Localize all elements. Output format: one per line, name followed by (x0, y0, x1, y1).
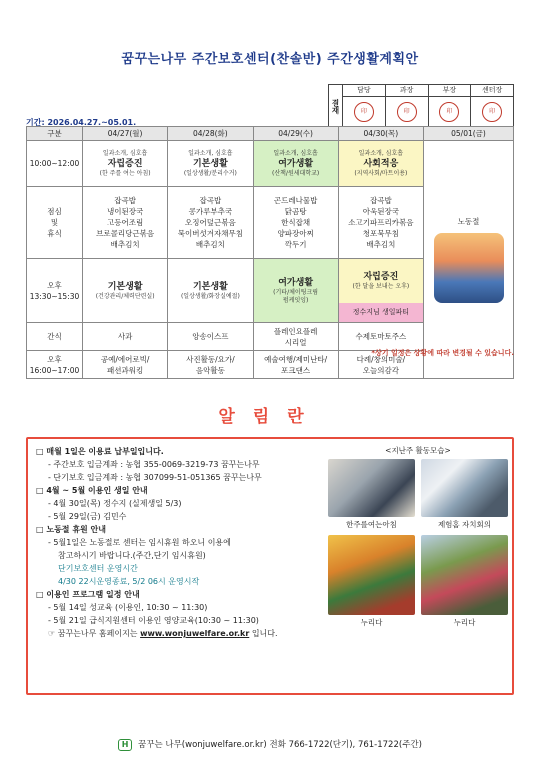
notice-heading: □ 매월 1일은 이용료 납부일입니다. (36, 447, 164, 456)
row-label: 간식 (27, 323, 83, 351)
approval-role: 부장 (429, 85, 471, 97)
notice-heading: □ 4월 ~ 5월 이용인 생일 안내 (36, 486, 148, 495)
cell-note: 일과소개, 심호흡 (102, 149, 148, 157)
schedule-cell (338, 141, 423, 187)
footer-text: 꿈꾸는 나무(wonjuwelfare.or.kr) 전화 766-1722(단기), 761-1722(주간) (138, 740, 422, 750)
notice-heading: □ 이용인 프로그램 일정 안내 (36, 590, 140, 599)
approval-label: 결재 (329, 85, 343, 127)
snack-cell: 앙송이스프 (168, 323, 253, 351)
cell-sub: (한 달을 보내는 오후) (352, 283, 410, 290)
photo-caption: 누리다 (360, 618, 383, 627)
cell-sub: (건강관리/체력단련실) (95, 292, 155, 300)
seal-icon: 印 (439, 102, 459, 122)
snack-cell: 사과 (83, 323, 168, 351)
photo-caption: 한주를여는아침 (346, 520, 397, 529)
holiday-label: 노동절 (457, 217, 480, 226)
photo-caption: 누리다 (453, 618, 476, 627)
activity-cell: 예술여행/제미난타/ 포크댄스 (253, 351, 338, 379)
notice-item: - 5월1일은 노동절로 센터는 임시휴원 하오니 이용에 (48, 538, 231, 547)
page-title: 꿈꾸는나무 주간보호센터(찬솔반) 주간생활계획안 (121, 52, 419, 67)
homepage-link[interactable]: www.wonjuwelfare.or.kr (140, 629, 250, 638)
notice-item: - 5월 29일(금) 김민수 (48, 512, 127, 521)
notice-item: - 5월 14일 성교육 (이용인, 10:30 ~ 11:30) (48, 603, 208, 612)
seal-icon: 印 (354, 102, 374, 122)
snack-cell: 수제토마토주스 (338, 323, 423, 351)
approval-role: 과장 (386, 85, 428, 97)
cell-sub: (기타/체이팅크림 (273, 288, 319, 296)
cell-main: 여가생활 (278, 158, 314, 169)
birthday-banner: 정수지님 생일파티 (339, 303, 423, 322)
notice-title: 알림란 (218, 407, 322, 427)
logo-icon: H (118, 739, 132, 751)
homepage-line: ☞ 꿈꾸는나무 홈페이지는 www.wonjuwelfare.or.kr 입니다. (48, 629, 278, 638)
cell-main: 기본생활 (192, 158, 228, 169)
cell-sub: (한 주를 여는 아침) (99, 169, 151, 177)
row-label: 점심 및 휴식 (27, 187, 83, 259)
schedule-cell (83, 141, 168, 187)
menu-cell: 잡곡밥 아욱된장국 소고기파프리카볶음 청포묵무침 배추김치 (338, 187, 423, 259)
notice-item: - 5월 21일 급식지원센터 이용인 영양교육(10:30 ~ 11:30) (48, 616, 259, 625)
menu-cell: 잡곡밥 콩가루부추국 오징어덮근볶음 묵이버섯겨자채무침 배추김치 (168, 187, 253, 259)
row-label: 10:00~12:00 (27, 141, 83, 187)
seal-icon: 印 (482, 102, 502, 122)
seal-icon: 印 (397, 102, 417, 122)
footer (0, 738, 540, 751)
cell-sub: 펌케잇잉) (282, 296, 309, 304)
schedule-cell (338, 259, 423, 323)
cell-sub: (지역사회/마트이용) (354, 169, 408, 177)
cell-main: 기본생활 (192, 281, 228, 292)
activity-cell: 사진활동/요가/ 음악활동 (168, 351, 253, 379)
menu-cell: 곤드레나물밥 닭곰탕 한식잡채 양파장아찌 깍두기 (253, 187, 338, 259)
notice-list (36, 445, 326, 640)
notice-item: 단기보호센터 운영시간 (58, 564, 138, 573)
cell-main: 사회적응 (363, 158, 399, 169)
cell-note: 일과소개, 심호흡 (358, 149, 404, 157)
cell-sub: (일상생활/화장실예절) (180, 292, 240, 300)
snack-cell: 플레인요플레 시리얼 (253, 323, 338, 351)
notice-item: - 단기보호 입금계좌 : 농협 307099-51-051365 꿈꾸는나무 (48, 473, 262, 482)
cell-note: 일과소개, 심호흡 (273, 149, 318, 157)
header-corner: 구분 (27, 127, 83, 141)
photo-section (328, 445, 508, 627)
photos-title: <지난주 활동모습> (385, 446, 451, 455)
day-header: 04/29(수) (253, 127, 338, 141)
cell-main: 자립증진 (107, 158, 143, 169)
schedule-caption: *상기 일정은 상황에 따라 변경될 수 있습니다. (371, 349, 514, 357)
row-label: 오후 16:00~17:00 (27, 351, 83, 379)
holiday-cell (424, 141, 514, 379)
schedule-table (26, 126, 514, 379)
cell-main: 자립증진 (363, 272, 399, 282)
day-header: 04/28(화) (168, 127, 253, 141)
activity-cell: 다례/창의미술/ 오늘의감각 (338, 351, 423, 379)
notice-item: - 4월 30일(목) 정수지 (실제생일 5/3) (48, 499, 182, 508)
notice-item: 4/30 22시운영종료, 5/2 06시 운영시작 (58, 577, 200, 586)
schedule-cell (83, 259, 168, 323)
approval-role: 센터장 (471, 85, 513, 97)
approval-role: 담당 (343, 85, 385, 97)
photo-caption: 제험홈 자치회의 (437, 520, 492, 529)
activity-photo (421, 459, 508, 517)
period: 기간: 2026.04.27.~05.01. (26, 118, 137, 127)
approval-box (328, 84, 514, 128)
workers-illustration (434, 233, 504, 303)
menu-cell: 잡곡밥 냉이된장국 고등어조림 브로콜리당근볶음 배추김치 (83, 187, 168, 259)
row-label: 오후 13:30~15:30 (27, 259, 83, 323)
day-header: 04/27(월) (83, 127, 168, 141)
cell-note: 일과소개, 심호흡 (188, 149, 233, 157)
activity-photo (421, 535, 508, 615)
notice-item: - 주간보호 입금계좌 : 농협 355-0069-3219-73 꿈꾸는나무 (48, 460, 260, 469)
schedule-cell (168, 141, 253, 187)
cell-sub: (산책/원세대학교) (271, 169, 320, 177)
activity-photo (328, 535, 415, 615)
cell-sub: (일상생활/분리수거) (183, 169, 237, 177)
schedule-cell (253, 141, 338, 187)
notice-box (26, 437, 514, 695)
schedule-cell (168, 259, 253, 323)
notice-heading: □ 노동절 휴원 안내 (36, 525, 107, 534)
notice-item: 참고하시기 바랍니다.(주간,단기 임시휴원) (58, 551, 206, 560)
cell-main: 여가생활 (278, 277, 314, 288)
day-header: 05/01(금) (424, 127, 514, 141)
day-header: 04/30(목) (338, 127, 423, 141)
cell-main: 기본생활 (107, 281, 143, 292)
schedule-cell (253, 259, 338, 323)
activity-photo (328, 459, 415, 517)
activity-cell: 공예/에어로빅/ 패션과워킹 (83, 351, 168, 379)
